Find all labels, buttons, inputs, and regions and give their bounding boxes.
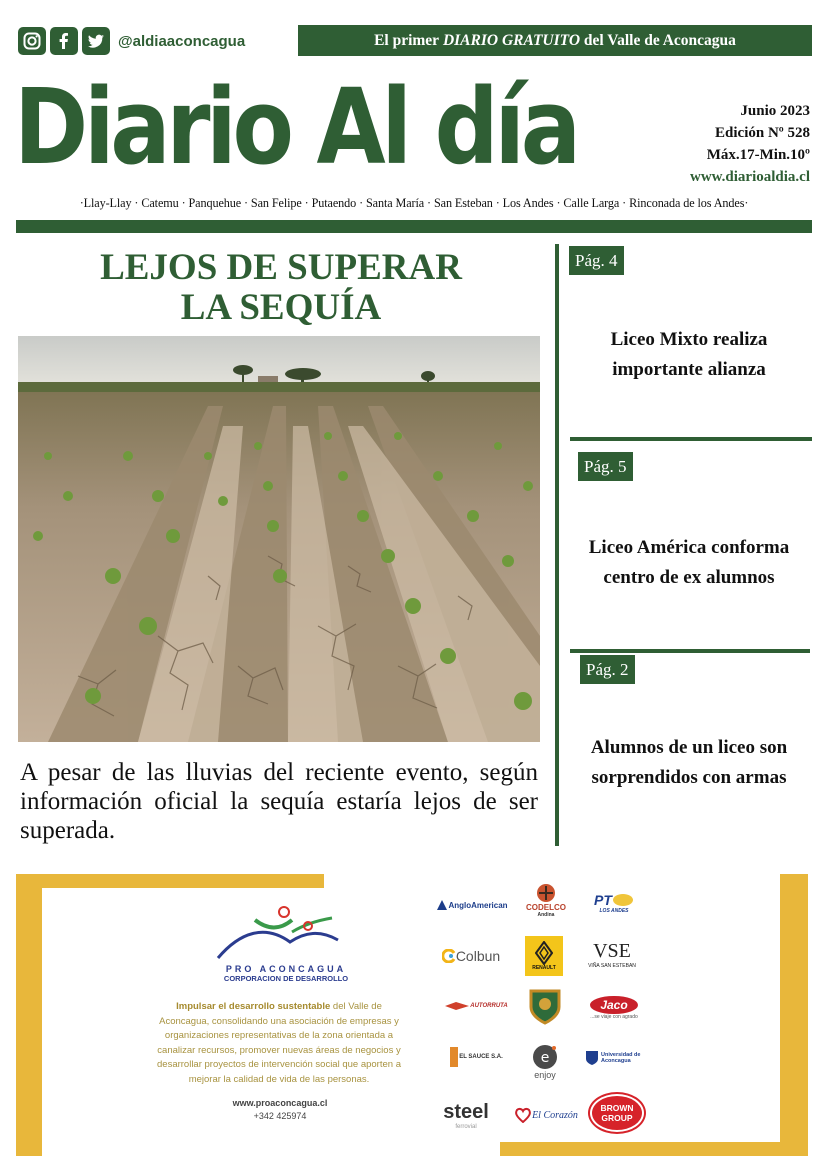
universidad-aconcagua-logo[interactable]: [582, 1046, 648, 1070]
side-story-2-line-2: centro de ex alumnos: [603, 567, 775, 588]
steel-logo[interactable]: [436, 1098, 496, 1132]
el-corazon-label: El Corazón: [532, 1109, 578, 1121]
universidad-aconcagua-label: Universidad de Aconcagua: [601, 1052, 641, 1064]
main-headline[interactable]: [18, 248, 544, 328]
sponsor-frame-top: [16, 874, 324, 888]
pt-los-andes-logo[interactable]: [584, 886, 644, 920]
codelco-logo[interactable]: [516, 880, 576, 920]
autorrutas-label: AUTORRUTA: [470, 1003, 508, 1009]
towns-list: ·Llay-Llay · Catemu · Panquehue · San Felipe · Putaendo · Santa María · San Esteban · Los Andes · Calle Larga · Rinconada de los Andes·: [79, 196, 749, 210]
angloamerican-label: AngloAmerican: [448, 900, 508, 910]
side-divider-1: [570, 437, 812, 441]
side-story-3[interactable]: [570, 733, 808, 793]
jaco-sublabel: ...se viaje con agrado: [590, 1014, 638, 1020]
shield-crest-logo[interactable]: [525, 986, 565, 1026]
university-shield-icon: [585, 1050, 599, 1066]
side-story-2-line-1: Liceo América conforma: [588, 537, 790, 558]
page-tag-4[interactable]: Pág. 4: [569, 246, 624, 275]
tagline-emphasis: DIARIO GRATUITO: [442, 31, 581, 49]
column-divider: [555, 244, 559, 846]
sponsor-phone: +342 425974: [253, 1111, 307, 1121]
enjoy-logo[interactable]: [524, 1036, 566, 1088]
renault-label: RENAULT: [532, 965, 556, 971]
pro-aconcagua-name: PRO ACONCAGUA: [225, 964, 347, 974]
colbun-icon: [442, 949, 456, 963]
sponsor-mission: [150, 1000, 408, 1087]
lead-paragraph: A pesar de las lluvias del reciente evento, según información oficial la sequía estaría lejos de ser superada.: [20, 759, 538, 844]
weather-forecast: Máx.17-Min.10º: [706, 147, 810, 163]
twitter-icon[interactable]: [82, 27, 110, 55]
enjoy-icon: [532, 1044, 558, 1070]
tagline-end: del Valle de Aconcagua: [583, 31, 736, 49]
pro-aconcagua-subtitle: CORPORACION DE DESARROLLO: [223, 974, 349, 983]
sponsor-frame-right: [780, 874, 808, 1156]
colbun-label: Colbun: [455, 948, 501, 964]
edition-date: Junio 2023: [740, 103, 810, 119]
website-link[interactable]: www.diarioaldia.cl: [689, 169, 810, 185]
side-story-1-line-2: importante alianza: [612, 359, 766, 380]
side-story-3-line-1: Alumnos de un liceo son: [590, 737, 788, 758]
masthead-title: Diario Al día: [14, 66, 577, 188]
headline-line-2: LA SEQUÍA: [180, 287, 382, 328]
facebook-icon[interactable]: [50, 27, 78, 55]
brown-group-logo[interactable]: [590, 1094, 644, 1132]
codelco-label: CODELCO: [526, 902, 566, 912]
mission-text: del Valle de Aconcagua, consolidando una asociación de empresas y organizaciones representativas de la zona orientada a canalizar recursos, promover nuevas áreas de negocios y desarrollar proyectos de intervención social que aporten a mejorar la calidad de vida de las personas.: [157, 1001, 401, 1085]
sponsor-contact: [210, 1097, 350, 1123]
renault-diamond-icon: [535, 941, 553, 965]
angloamerican-logo[interactable]: [432, 894, 512, 916]
page-tag-5[interactable]: Pág. 5: [578, 452, 633, 481]
side-story-1[interactable]: [570, 325, 808, 385]
tagline-start: El primer: [374, 31, 440, 49]
enjoy-label: enjoy: [534, 1070, 556, 1080]
brown-group-label: BROWN GROUP: [600, 1103, 634, 1123]
vina-san-esteban-logo[interactable]: [578, 934, 646, 974]
crest-icon: [527, 987, 563, 1025]
side-divider-2: [570, 649, 810, 653]
pt-sublabel: LOS ANDES: [599, 908, 629, 914]
pt-bus-icon: [612, 893, 634, 907]
vse-label: VSE: [593, 939, 631, 962]
el-sauce-icon: [449, 1046, 459, 1068]
side-story-3-line-2: sorprendidos con armas: [591, 767, 787, 788]
svg-text:e: e: [540, 1050, 550, 1066]
el-sauce-label: EL SAUCE S.A.: [459, 1054, 503, 1060]
heart-icon: [514, 1107, 532, 1123]
social-bar: [18, 27, 245, 55]
drought-field-photo[interactable]: [18, 336, 540, 742]
social-handle[interactable]: @aldiaaconcagua: [118, 32, 246, 50]
mission-emphasis: Impulsar el desarrollo sustentable: [176, 1001, 331, 1012]
sponsor-website[interactable]: www.proaconcagua.cl: [232, 1098, 328, 1108]
angloamerican-icon: [436, 899, 448, 911]
autorrutas-logo[interactable]: [440, 996, 512, 1016]
autorrutas-icon: [444, 1001, 470, 1011]
header-divider: [16, 220, 812, 233]
el-sauce-logo[interactable]: [444, 1042, 508, 1072]
jaco-label: Jaco: [590, 996, 637, 1014]
el-corazon-logo[interactable]: [508, 1100, 584, 1130]
steel-label: steel: [443, 1100, 489, 1123]
sponsor-frame-bottom: [500, 1142, 808, 1156]
steel-sublabel: ferrovial: [455, 1123, 477, 1130]
tagline-banner: [298, 25, 812, 56]
sponsor-frame-left: [16, 874, 42, 1156]
instagram-icon[interactable]: [18, 27, 46, 55]
side-story-1-line-1: Liceo Mixto realiza: [610, 329, 768, 350]
renault-logo[interactable]: [525, 936, 563, 976]
page-tag-2[interactable]: Pág. 2: [580, 655, 635, 684]
edition-number: Edición Nº 528: [715, 125, 810, 141]
jaco-logo[interactable]: [584, 990, 644, 1026]
headline-line-1: LEJOS DE SUPERAR: [100, 247, 462, 288]
vse-sublabel: VIÑA SAN ESTEBAN: [588, 962, 636, 969]
codelco-sublabel: Andina: [537, 911, 555, 918]
codelco-icon: [535, 883, 557, 903]
colbun-logo[interactable]: [436, 944, 506, 968]
pt-label: PT: [594, 892, 612, 908]
edition-info: [690, 100, 810, 188]
side-story-2[interactable]: [570, 533, 808, 593]
